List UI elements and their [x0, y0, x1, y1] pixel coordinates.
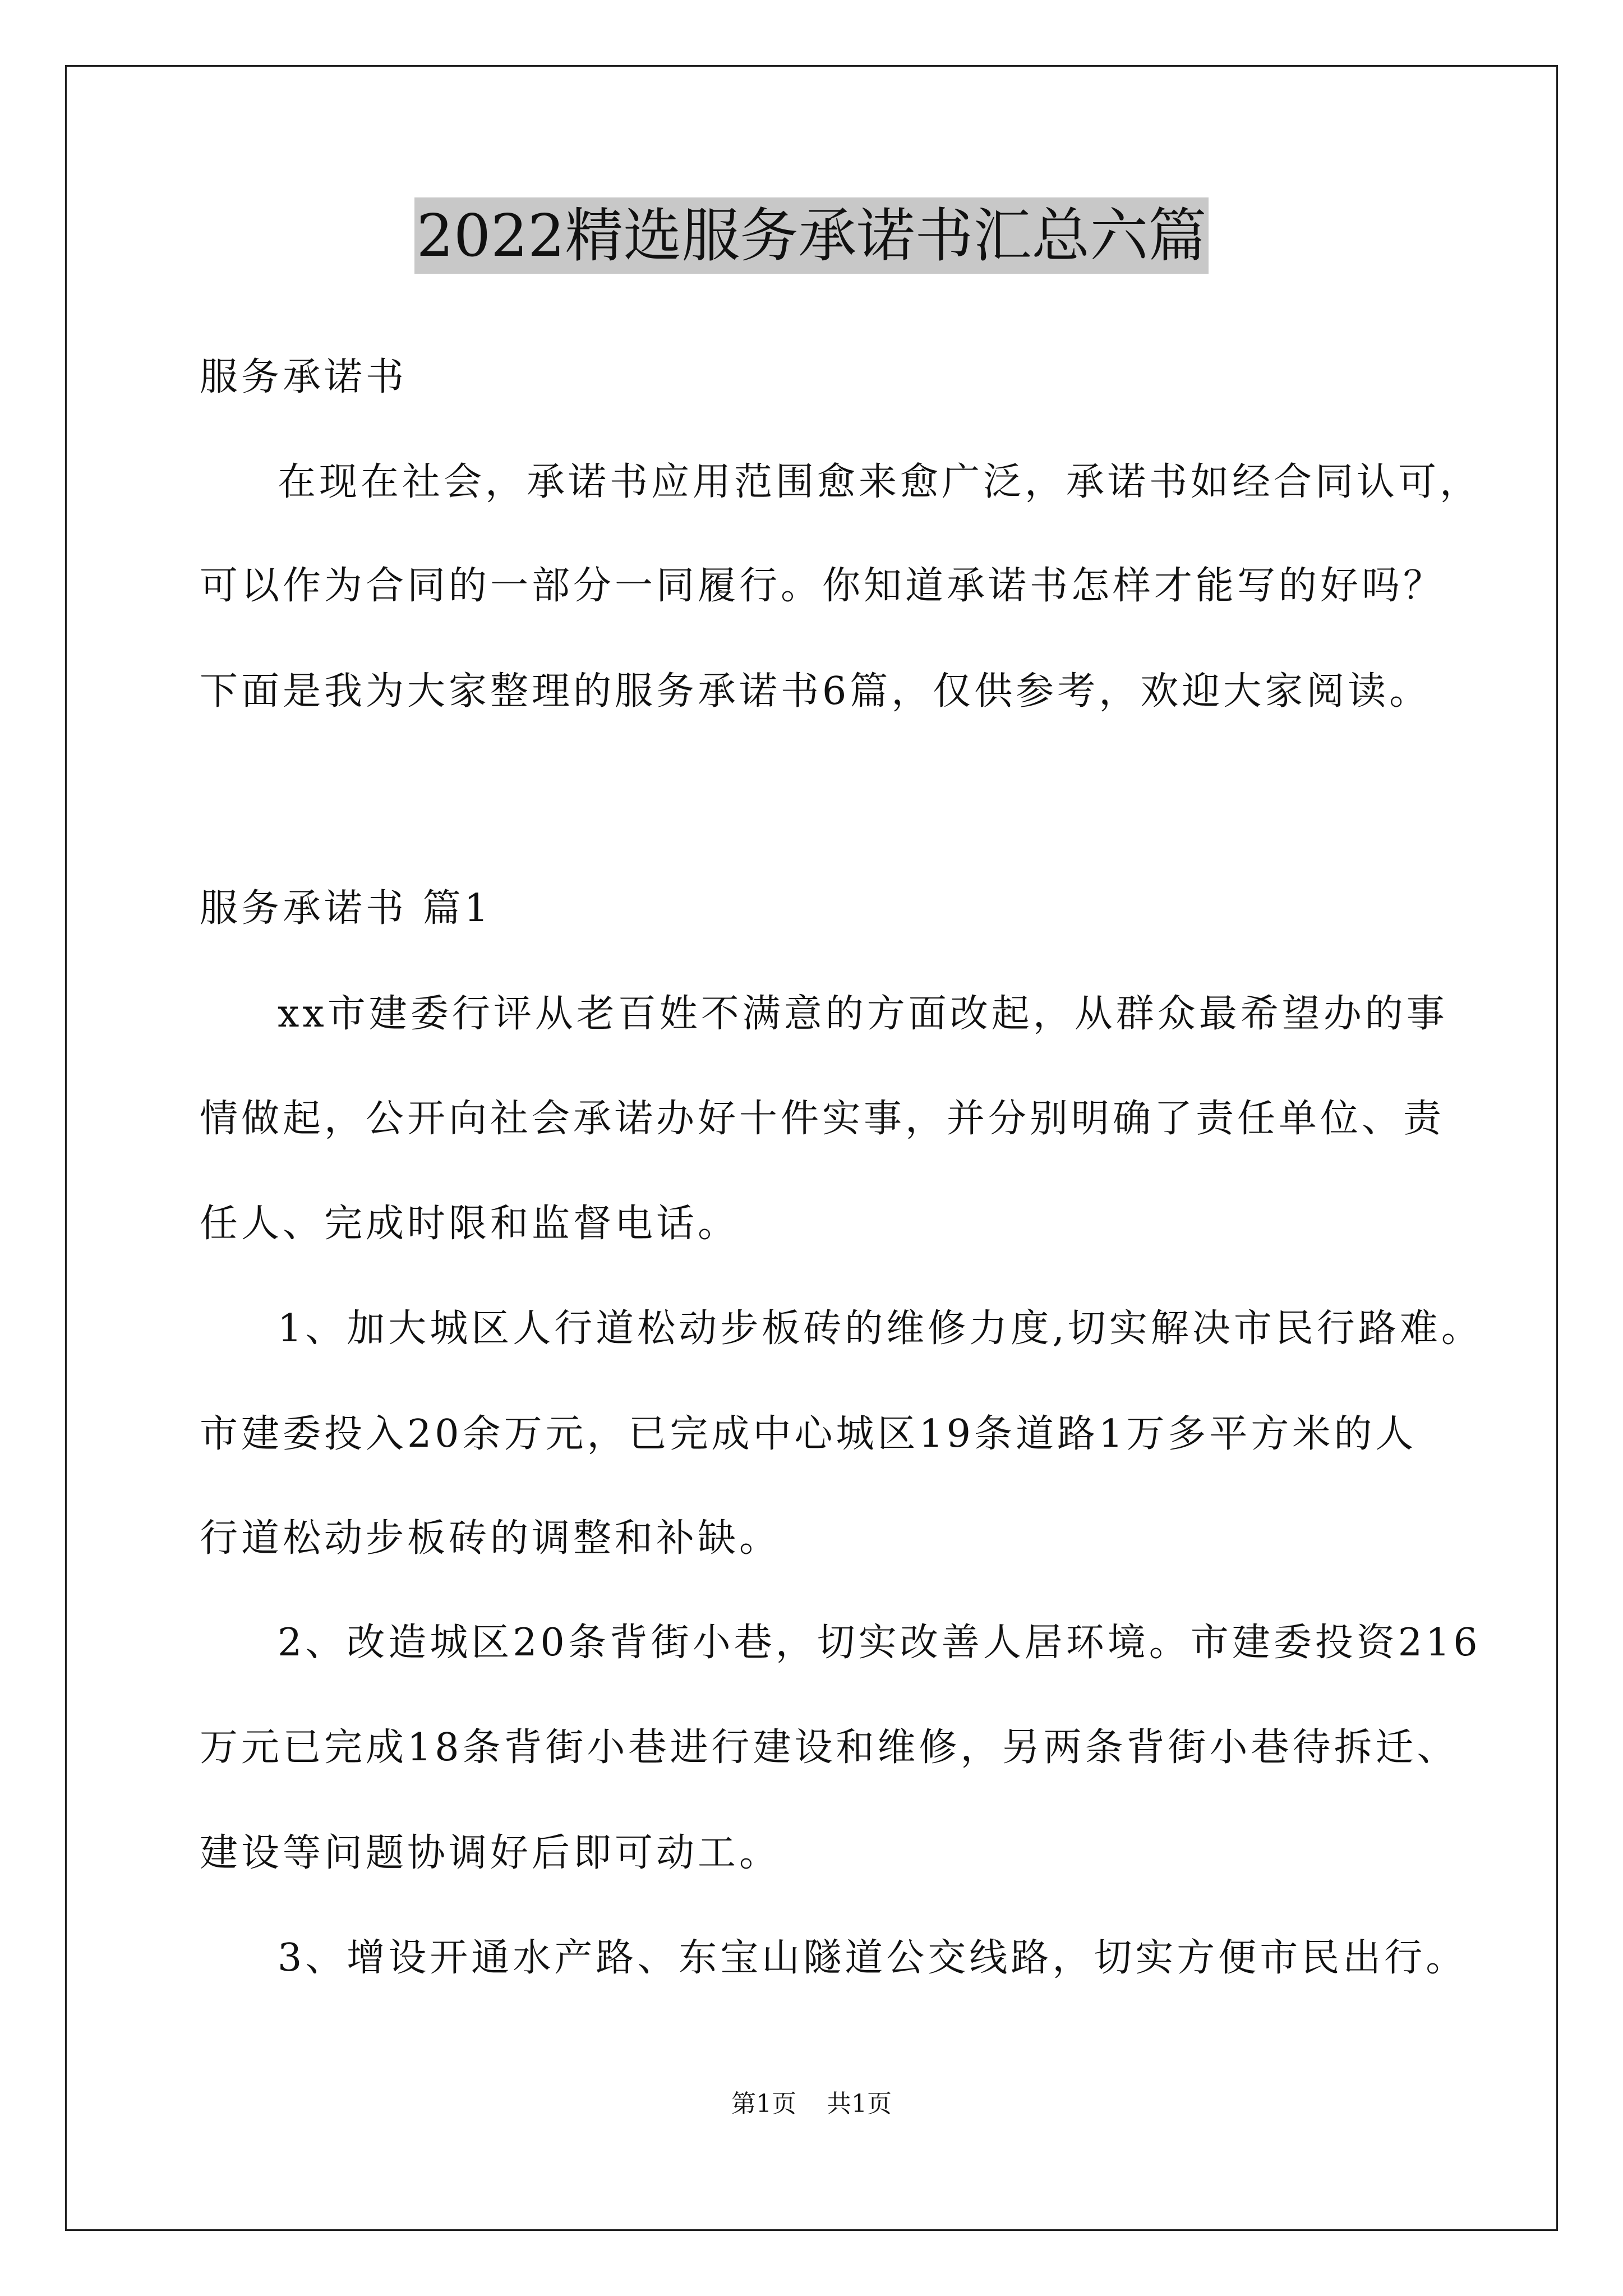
- paragraph-line: 情做起，公开向社会承诺办好十件实事，并分别明确了责任单位、责: [200, 1097, 1445, 1141]
- paragraph-line: xx市建委行评从老百姓不满意的方面改起，从群众最希望办的事: [278, 992, 1448, 1036]
- section-heading: 服务承诺书: [200, 355, 408, 399]
- page-footer: [0, 2088, 1623, 2120]
- page-number-total: 共1页: [827, 2090, 892, 2118]
- document-title: 2022精选服务承诺书汇总六篇: [414, 197, 1209, 274]
- paragraph-line: 可以作为合同的一部分一同履行。你知道承诺书怎样才能写的好吗？: [200, 564, 1445, 608]
- paragraph-line: 2、改造城区20条背街小巷，切实改善人居环境。市建委投资216: [278, 1621, 1481, 1665]
- paragraph-line: 1、加大城区人行道松动步板砖的维修力度,切实解决市民行路难。: [278, 1306, 1483, 1351]
- paragraph-line: 行道松动步板砖的调整和补缺。: [200, 1516, 781, 1561]
- paragraph-line: 下面是我为大家整理的服务承诺书6篇，仅供参考，欢迎大家阅读。: [200, 669, 1431, 714]
- paragraph-line: 市建委投入20余万元，已完成中心城区19条道路1万多平方米的人: [200, 1412, 1417, 1456]
- title-block: [0, 197, 1623, 274]
- paragraph-line: 任人、完成时限和监督电话。: [200, 1202, 740, 1246]
- section-heading: 服务承诺书 篇1: [200, 886, 492, 931]
- paragraph-line: 在现在社会，承诺书应用范围愈来愈广泛，承诺书如经合同认可，: [278, 460, 1482, 504]
- page-number-current: 第1页: [731, 2090, 796, 2118]
- paragraph-line: 万元已完成18条背街小巷进行建设和维修，另两条背街小巷待拆迁、: [200, 1726, 1459, 1770]
- paragraph-line: 3、增设开通水产路、东宝山隧道公交线路，切实方便市民出行。: [278, 1936, 1468, 1980]
- paragraph-line: 建设等问题协调好后即可动工。: [200, 1831, 781, 1875]
